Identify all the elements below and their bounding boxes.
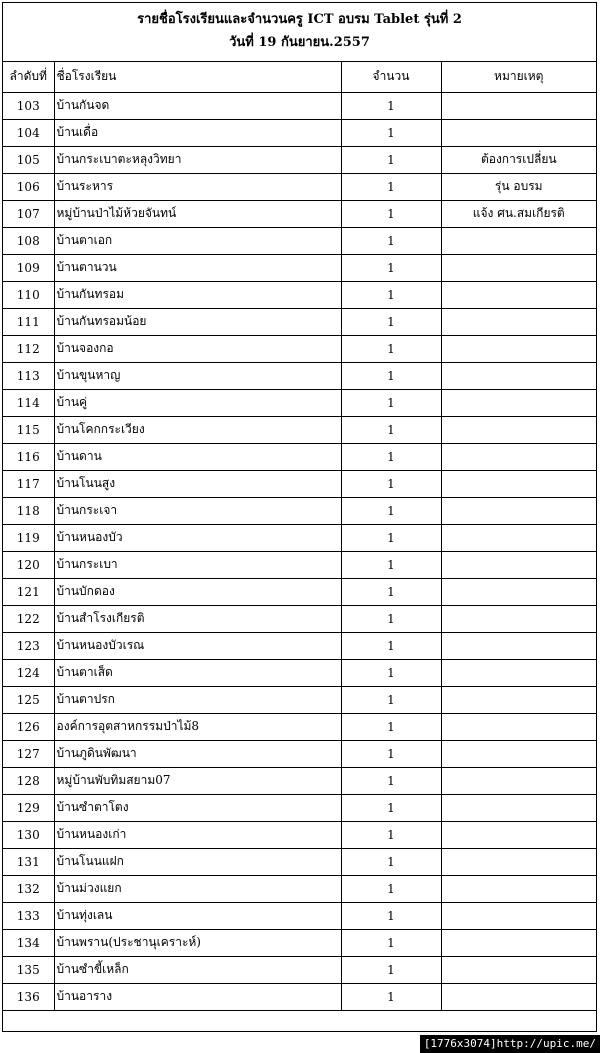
cell-qty: 1 [341,929,441,956]
cell-qty: 1 [341,119,441,146]
cell-qty: 1 [341,686,441,713]
cell-name: บ้านพราน(ประชานุเคราะห์) [54,929,341,956]
table-row [3,335,596,362]
school-table [3,62,596,1011]
cell-note [441,524,596,551]
table-row [3,470,596,497]
cell-name: บ้านกันจด [54,92,341,119]
cell-note: ต้องการเปลี่ยน [441,146,596,173]
cell-no: 111 [3,308,54,335]
cell-qty: 1 [341,578,441,605]
table-row [3,551,596,578]
cell-note [441,308,596,335]
cell-qty: 1 [341,605,441,632]
table-row [3,686,596,713]
table-header-row [3,62,596,92]
cell-name: บ้านภูดินพัฒนา [54,740,341,767]
table-row [3,659,596,686]
cell-note [441,686,596,713]
cell-note [441,821,596,848]
cell-name: บ้านกันทรอม [54,281,341,308]
table-row [3,821,596,848]
cell-qty: 1 [341,497,441,524]
cell-no: 114 [3,389,54,416]
table-row [3,146,596,173]
cell-qty: 1 [341,524,441,551]
cell-no: 123 [3,632,54,659]
cell-qty: 1 [341,875,441,902]
title-line-2: วันที่ 19 กันยายน.2557 [229,35,370,50]
cell-note [441,875,596,902]
cell-note [441,848,596,875]
cell-no: 120 [3,551,54,578]
cell-no: 107 [3,200,54,227]
table-row [3,767,596,794]
cell-name: บ้านตาเอก [54,227,341,254]
cell-note [441,281,596,308]
cell-no: 118 [3,497,54,524]
cell-qty: 1 [341,848,441,875]
cell-note [441,767,596,794]
cell-no: 119 [3,524,54,551]
cell-name: บ้านคู่ [54,389,341,416]
watermark: [1776x3074]http://upic.me/ [420,1035,600,1053]
cell-no: 109 [3,254,54,281]
cell-qty: 1 [341,470,441,497]
cell-name: บ้านขุนหาญ [54,362,341,389]
cell-name: บ้านตาปรก [54,686,341,713]
cell-note [441,578,596,605]
table-row [3,281,596,308]
header-no: ลำดับที่ [3,62,54,92]
cell-no: 127 [3,740,54,767]
cell-note [441,794,596,821]
cell-qty: 1 [341,821,441,848]
cell-note [441,92,596,119]
cell-note [441,929,596,956]
cell-no: 126 [3,713,54,740]
cell-name: บ้านกันทรอมน้อย [54,308,341,335]
cell-qty: 1 [341,551,441,578]
table-row [3,416,596,443]
cell-name: บ้านกระเจา [54,497,341,524]
cell-no: 105 [3,146,54,173]
cell-no: 135 [3,956,54,983]
cell-no: 116 [3,443,54,470]
table-row [3,524,596,551]
table-row [3,983,596,1010]
cell-note: รุ่น อบรม [441,173,596,200]
cell-name: บ้านเดื่อ [54,119,341,146]
table-row [3,173,596,200]
cell-note: แจ้ง ศน.สมเกียรติ [441,200,596,227]
cell-note [441,362,596,389]
table-row [3,308,596,335]
table-row [3,254,596,281]
cell-no: 113 [3,362,54,389]
cell-note [441,416,596,443]
cell-qty: 1 [341,227,441,254]
cell-no: 115 [3,416,54,443]
cell-no: 103 [3,92,54,119]
table-row [3,362,596,389]
cell-no: 128 [3,767,54,794]
cell-qty: 1 [341,173,441,200]
table-row [3,902,596,929]
cell-qty: 1 [341,794,441,821]
table-row [3,605,596,632]
cell-note [441,983,596,1010]
cell-name: บ้านโนนแฝก [54,848,341,875]
cell-note [441,443,596,470]
cell-note [441,713,596,740]
cell-note [441,551,596,578]
cell-note [441,497,596,524]
cell-qty: 1 [341,389,441,416]
cell-no: 131 [3,848,54,875]
cell-no: 136 [3,983,54,1010]
cell-note [441,119,596,146]
cell-name: บ้านม่วงแยก [54,875,341,902]
cell-name: บ้านอาราง [54,983,341,1010]
table-row [3,875,596,902]
cell-name: บ้านตานวน [54,254,341,281]
table-row [3,443,596,470]
cell-note [441,389,596,416]
cell-qty: 1 [341,92,441,119]
cell-note [441,335,596,362]
cell-qty: 1 [341,200,441,227]
cell-name: บ้านโคกกระเวียง [54,416,341,443]
cell-name: บ้านบักดอง [54,578,341,605]
table-row [3,794,596,821]
table-row [3,956,596,983]
cell-qty: 1 [341,443,441,470]
cell-name: บ้านดาน [54,443,341,470]
cell-qty: 1 [341,956,441,983]
cell-qty: 1 [341,362,441,389]
cell-note [441,254,596,281]
table-row [3,929,596,956]
cell-name: บ้านกระเบาตะหลุงวิทยา [54,146,341,173]
cell-qty: 1 [341,335,441,362]
cell-name: บ้านกระเบา [54,551,341,578]
cell-note [441,902,596,929]
header-note: หมายเหตุ [441,62,596,92]
cell-note [441,605,596,632]
cell-qty: 1 [341,254,441,281]
cell-no: 129 [3,794,54,821]
table-row [3,497,596,524]
cell-qty: 1 [341,740,441,767]
document-title [3,3,596,62]
document-sheet [2,2,597,1032]
cell-note [441,659,596,686]
cell-no: 112 [3,335,54,362]
header-name: ชื่อโรงเรียน [54,62,341,92]
cell-name: บ้านโนนสูง [54,470,341,497]
cell-name: บ้านทุ่งเลน [54,902,341,929]
table-row [3,578,596,605]
header-qty: จำนวน [341,62,441,92]
table-row [3,119,596,146]
cell-name: บ้านซำขี้เหล็ก [54,956,341,983]
cell-qty: 1 [341,416,441,443]
cell-qty: 1 [341,713,441,740]
table-row [3,632,596,659]
cell-qty: 1 [341,767,441,794]
cell-qty: 1 [341,983,441,1010]
cell-no: 124 [3,659,54,686]
cell-no: 108 [3,227,54,254]
cell-name: บ้านหนองเก่า [54,821,341,848]
table-row [3,92,596,119]
table-row [3,200,596,227]
cell-qty: 1 [341,902,441,929]
cell-no: 125 [3,686,54,713]
cell-name: บ้านจองกอ [54,335,341,362]
cell-note [441,956,596,983]
cell-no: 130 [3,821,54,848]
cell-qty: 1 [341,308,441,335]
cell-qty: 1 [341,659,441,686]
table-row [3,740,596,767]
cell-no: 134 [3,929,54,956]
cell-no: 132 [3,875,54,902]
cell-no: 121 [3,578,54,605]
cell-no: 104 [3,119,54,146]
table-row [3,227,596,254]
cell-qty: 1 [341,146,441,173]
table-row [3,389,596,416]
cell-name: บ้านหนองบัว [54,524,341,551]
cell-name: บ้านระหาร [54,173,341,200]
table-row [3,713,596,740]
cell-note [441,227,596,254]
title-line-1: รายชื่อโรงเรียนและจำนวนครู ICT อบรม Tablet รุ่นที่ 2 [137,12,462,27]
cell-name: บ้านตาเส็ด [54,659,341,686]
cell-note [441,740,596,767]
cell-name: บ้านซำตาโตง [54,794,341,821]
cell-no: 133 [3,902,54,929]
cell-note [441,632,596,659]
cell-no: 110 [3,281,54,308]
cell-name: องค์การอุตสาหกรรมป่าไม้8 [54,713,341,740]
cell-no: 106 [3,173,54,200]
table-row [3,848,596,875]
cell-qty: 1 [341,281,441,308]
cell-name: หมู่บ้านพับทิมสยาม07 [54,767,341,794]
cell-name: บ้านสำโรงเกียรติ [54,605,341,632]
cell-no: 117 [3,470,54,497]
cell-qty: 1 [341,632,441,659]
table-body [3,92,596,1010]
cell-no: 122 [3,605,54,632]
cell-name: หมู่บ้านป่าไม้ห้วยจันทน์ [54,200,341,227]
cell-note [441,470,596,497]
cell-name: บ้านหนองบัวเรณ [54,632,341,659]
